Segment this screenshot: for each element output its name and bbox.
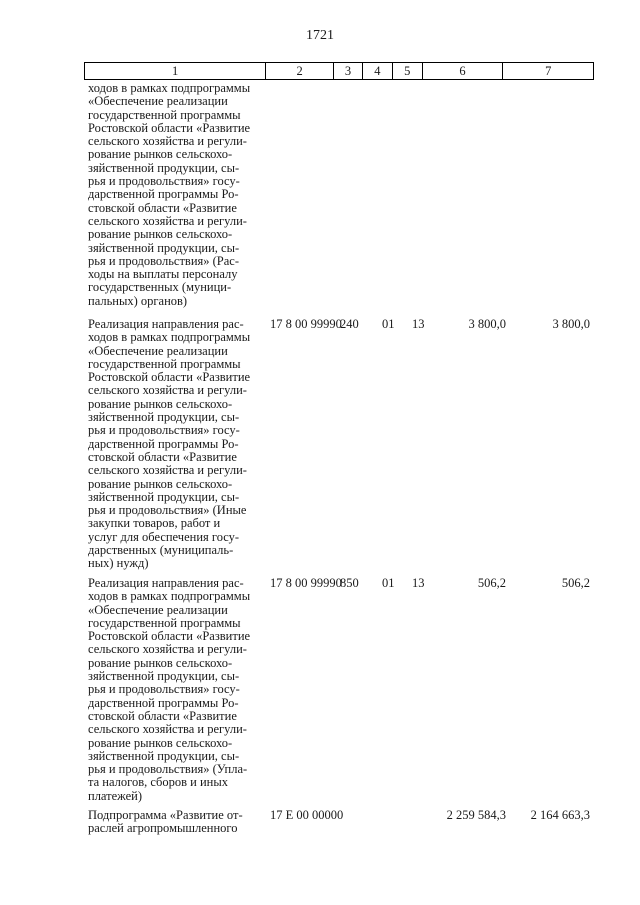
column-header-3: 3	[334, 63, 363, 79]
column-header-7: 7	[545, 64, 552, 78]
row-sum-1: 506,2	[477, 576, 506, 590]
page-number: 1721	[306, 28, 334, 43]
row-vr: 850	[340, 576, 359, 590]
table-header	[84, 62, 594, 80]
row-description: ходов в рамках подпрограммы «Обеспечение реализации государственной программы Ростовской области «Развитие сельского хозяйства и регули- рование рынков сельскохо- зяйственной продукции, сы- рья и продовольствия» госу- дарственной программы Ро- стовской области «Развитие сельского хозяйства и регули- рование рынков сельскохо- зяйственной продукции, сы- рья и продовольствия» (Рас- ходы на выплаты персоналу государственных (муници- пальных) органов)	[88, 81, 251, 308]
row-rz: 01	[382, 576, 395, 590]
column-header-2: 2	[266, 63, 334, 79]
column-header-1: 1	[85, 63, 266, 79]
row-pr: 13	[412, 317, 425, 331]
row-sum-1: 3 800,0	[468, 317, 506, 331]
row-pr: 13	[412, 576, 425, 590]
row-sum-1: 2 259 584,3	[446, 808, 506, 822]
column-header-5: 5	[393, 63, 423, 79]
column-header-6: 6	[423, 63, 504, 79]
row-vr: 240	[340, 317, 359, 331]
row-code: 17 8 00 99990	[270, 576, 342, 590]
column-header-4: 4	[363, 63, 393, 79]
row-description: Реализация направления рас- ходов в рамках подпрограммы «Обеспечение реализации государственной программы Ростовской области «Развитие сельского хозяйства и регули- рование рынков сельскохо- зяйственной продукции, сы- рья и продовольствия» госу- дарственной программы Ро- стовской области «Развитие сельского хозяйства и регули- рование рынков сельскохо- зяйственной продукции, сы- рья и продовольствия» (Упла- та налогов, сборов и иных платежей)	[88, 576, 251, 803]
row-description: Реализация направления рас- ходов в рамках подпрограммы «Обеспечение реализации государственной программы Ростовской области «Развитие сельского хозяйства и регули- рование рынков сельскохо- зяйственной продукции, сы- рья и продовольствия» госу- дарственной программы Ро- стовской области «Развитие сельского хозяйства и регули- рование рынков сельскохо- зяйственной продукции, сы- рья и продовольствия» (Иные закупки товаров, работ и услуг для обеспечения госу- дарственных (муниципаль- ных) нужд)	[88, 317, 251, 571]
row-rz: 01	[382, 317, 395, 331]
row-code: 17 8 00 99990	[270, 317, 342, 331]
row-sum-2: 506,2	[561, 576, 590, 590]
row-sum-2: 3 800,0	[552, 317, 590, 331]
row-sum-2: 2 164 663,3	[530, 808, 590, 822]
row-code: 17 Е 00 00000	[270, 808, 344, 822]
row-description: Подпрограмма «Развитие от- раслей агропромышленного	[88, 808, 243, 836]
